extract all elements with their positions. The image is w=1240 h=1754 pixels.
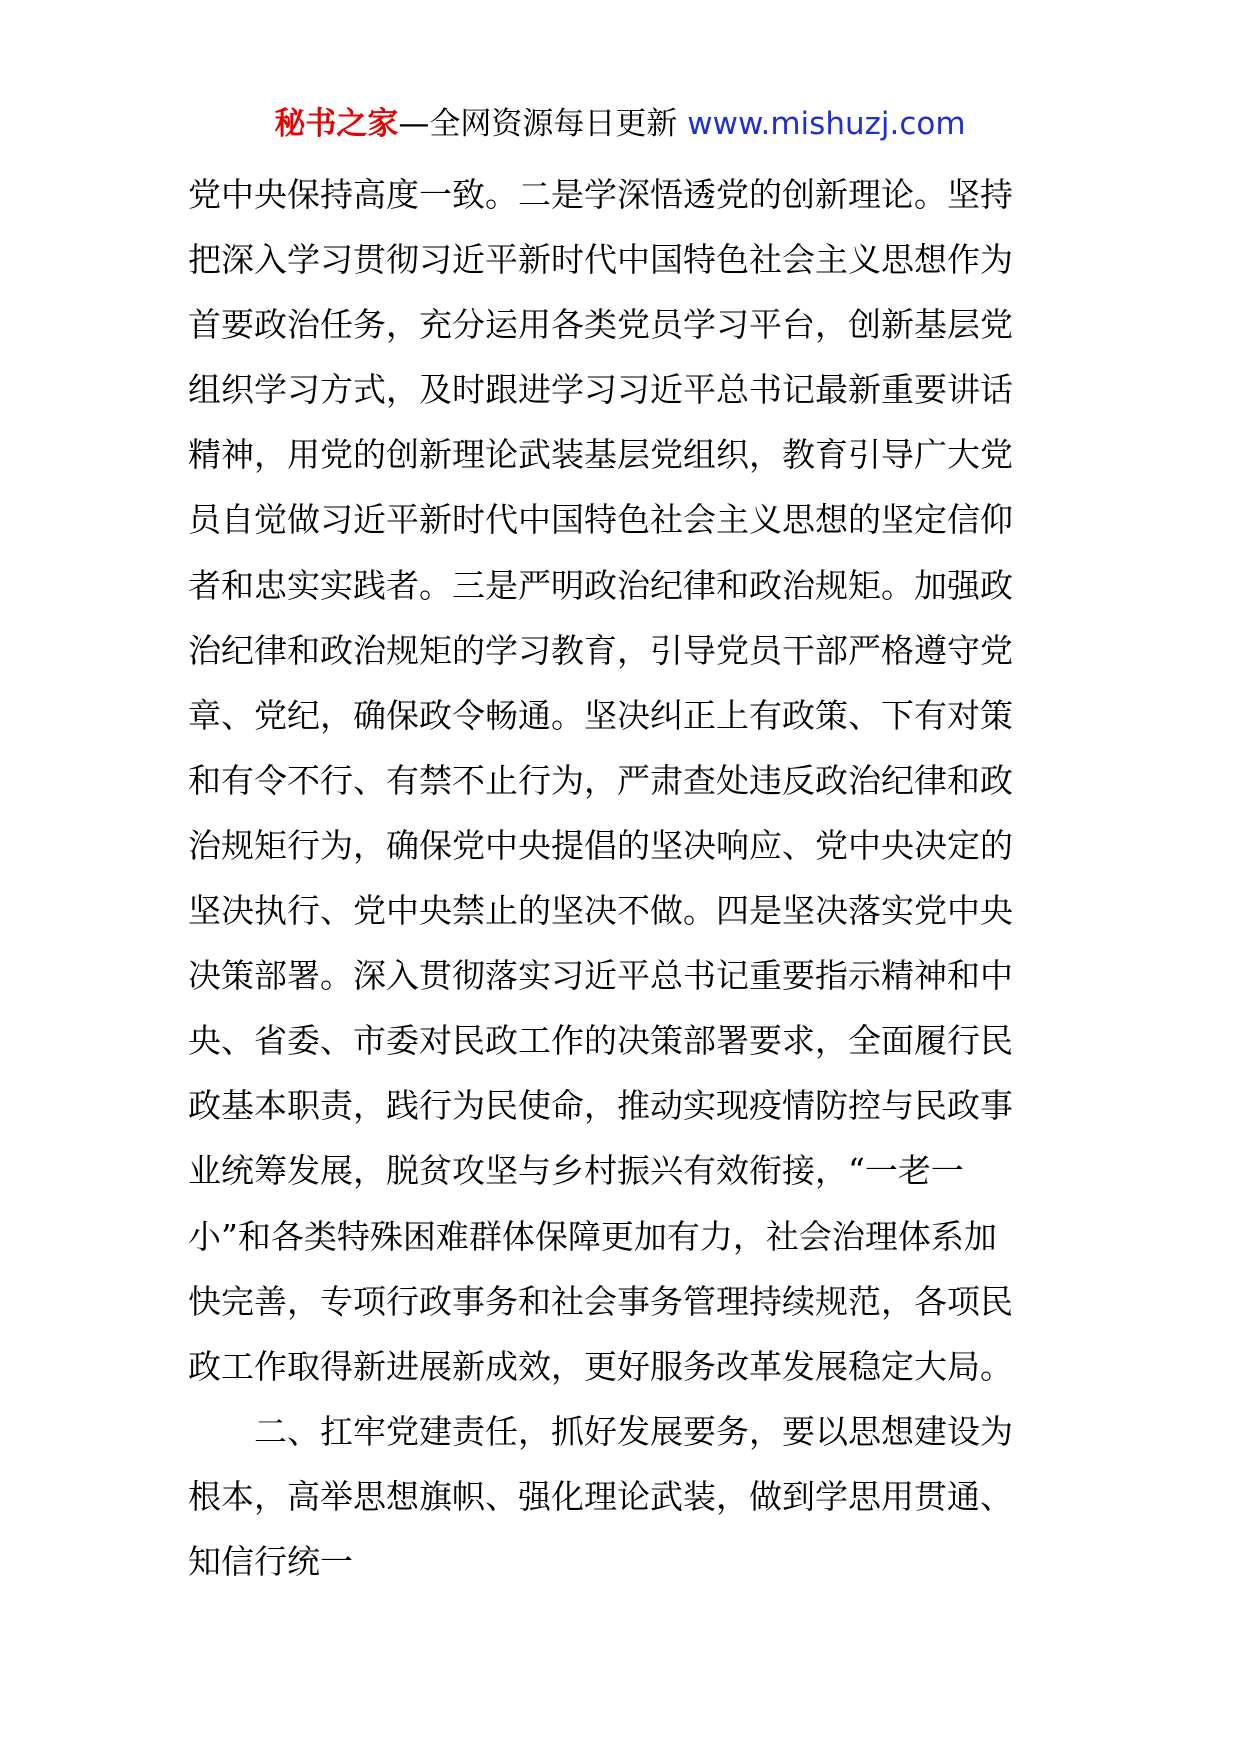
body-line: 组织学习方式，及时跟进学习习近平总书记最新重要讲话 bbox=[188, 370, 1013, 410]
body-line: 央、省委、市委对民政工作的决策部署要求，全面履行民 bbox=[188, 1021, 1013, 1061]
body-line: 业统筹发展，脱贫攻坚与乡村振兴有效衔接，“一老一 bbox=[188, 1151, 964, 1191]
body-line: 者和忠实实践者。三是严明政治纪律和政治规矩。加强政 bbox=[188, 565, 1013, 605]
body-line: 知信行统一 bbox=[188, 1541, 353, 1581]
body-line: 治规矩行为，确保党中央提倡的坚决响应、党中央决定的 bbox=[188, 825, 1013, 865]
body-line: 坚决执行、党中央禁止的坚决不做。四是坚决落实党中央 bbox=[188, 891, 1013, 931]
body-line: 员自觉做习近平新时代中国特色社会主义思想的坚定信仰 bbox=[188, 500, 1013, 540]
body-line: 和有令不行、有禁不止行为，严肃查处违反政治纪律和政 bbox=[188, 760, 1013, 800]
header-site-url[interactable]: www.mishuzj.com bbox=[687, 106, 966, 142]
body-line: 精神，用党的创新理论武装基层党组织，教育引导广大党 bbox=[188, 435, 1013, 475]
header-brand: 秘书之家 bbox=[274, 106, 399, 142]
body-line: 小”和各类特殊困难群体保障更加有力，社会治理体系加 bbox=[188, 1216, 997, 1256]
page-header bbox=[0, 104, 1240, 144]
body-line: 决策部署。深入贯彻落实习近平总书记重要指示精神和中 bbox=[188, 956, 1013, 996]
body-line: 章、党纪，确保政令畅通。坚决纠正上有政策、下有对策 bbox=[188, 695, 1013, 735]
body-line: 党中央保持高度一致。二是学深悟透党的创新理论。坚持 bbox=[188, 175, 1013, 214]
header-tagline: —全网资源每日更新 bbox=[398, 106, 678, 142]
body-line: 快完善，专项行政事务和社会事务管理持续规范，各项民 bbox=[188, 1281, 1013, 1321]
body-line: 治纪律和政治规矩的学习教育，引导党员干部严格遵守党 bbox=[188, 630, 1013, 670]
document-body bbox=[188, 162, 1054, 1594]
body-line: 政工作取得新进展新成效，更好服务改革发展稳定大局。 bbox=[188, 1346, 1013, 1386]
body-line: 政基本职责，践行为民使命，推动实现疫情防控与民政事 bbox=[188, 1086, 1013, 1126]
body-line: 首要政治任务，充分运用各类党员学习平台，创新基层党 bbox=[188, 305, 1013, 345]
body-line: 把深入学习贯彻习近平新时代中国特色社会主义思想作为 bbox=[188, 240, 1013, 280]
section-heading-line: 二、扛牢党建责任，抓好发展要务，要以思想建设为 bbox=[254, 1411, 1013, 1451]
body-line: 根本，高举思想旗帜、强化理论武装，做到学思用贯通、 bbox=[188, 1476, 1013, 1516]
